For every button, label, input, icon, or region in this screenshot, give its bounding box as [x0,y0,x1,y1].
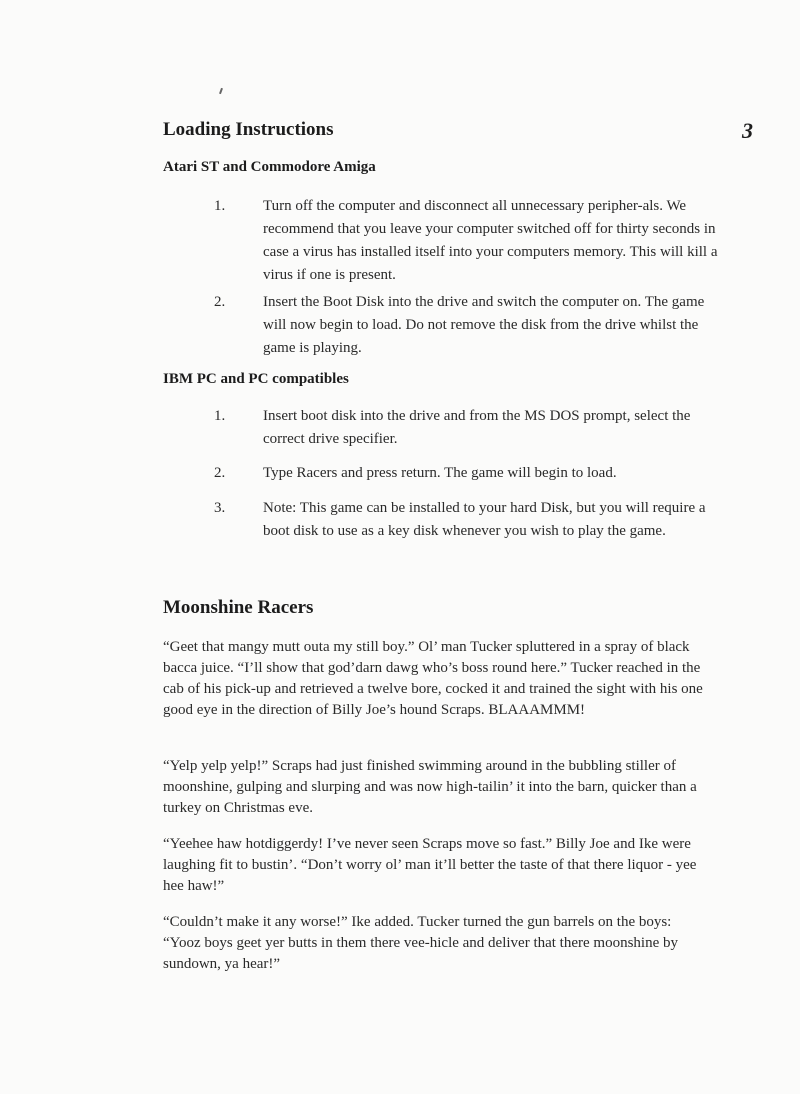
moonshine-racers-heading: Moonshine Racers [163,597,314,618]
story-paragraph: “Yelp yelp yelp!” Scraps had just finished swimming around in the bubbling stiller of moonshine, gulping and slurping and was now high-tailin’ it into the barn, quicker than a turkey on Christmas eve. [163,758,697,816]
story-paragraph: “Yeehee haw hotdiggerdy! I’ve never seen Scraps move so fast.” Billy Joe and Ike were laughing fit to bustin’. “Don’t worry ol’ man it’ll better the taste of that there liquor - yee hee haw!” [163,836,697,894]
list-item-number: 2. [214,294,226,310]
list-item-number: 1. [214,408,226,424]
list-item-number: 2. [214,465,226,481]
ibm-pc-subheading: IBM PC and PC compatibles [163,371,349,387]
list-item-text: Insert boot disk into the drive and from the MS DOS prompt, select the correct drive specifier. [263,408,691,447]
atari-amiga-subheading: Atari ST and Commodore Amiga [163,159,376,175]
ink-speck [219,88,223,94]
list-item-number: 3. [214,500,226,516]
list-item-text: Note: This game can be installed to your hard Disk, but you will require a boot disk to use as a key disk whenever you wish to play the game. [263,500,706,539]
list-item-number: 1. [214,198,226,214]
list-item-text: Type Racers and press return. The game will begin to load. [263,465,617,481]
loading-instructions-heading: Loading Instructions [163,119,334,140]
page-number: 3 [742,118,753,143]
list-item-text: Insert the Boot Disk into the drive and switch the computer on. The game will now begin to load. Do not remove the disk from the drive whilst the game is playing. [263,294,705,356]
story-paragraph: “Couldn’t make it any worse!” Ike added. Tucker turned the gun barrels on the boys: “Yooz boys geet yer butts in them there vee-hicle and deliver that there moonshine by sundown, ya hear!” [163,914,678,972]
story-paragraph: “Geet that mangy mutt outa my still boy.” Ol’ man Tucker spluttered in a spray of black bacca juice. “I’ll show that god’darn dawg who’s boss round here.” Tucker reached in the cab of his pick-up and retrieved a twelve bore, cocked it and trained the sight with his one good eye in the direction of Billy Joe’s hound Scraps. BLAAAMMM! [163,639,703,718]
list-item-text: Turn off the computer and disconnect all unnecessary peripher-als. We recommend that you leave your computer switched off for thirty seconds in case a virus has installed itself into your computers memory. This will kill a virus if one is present. [263,198,718,283]
